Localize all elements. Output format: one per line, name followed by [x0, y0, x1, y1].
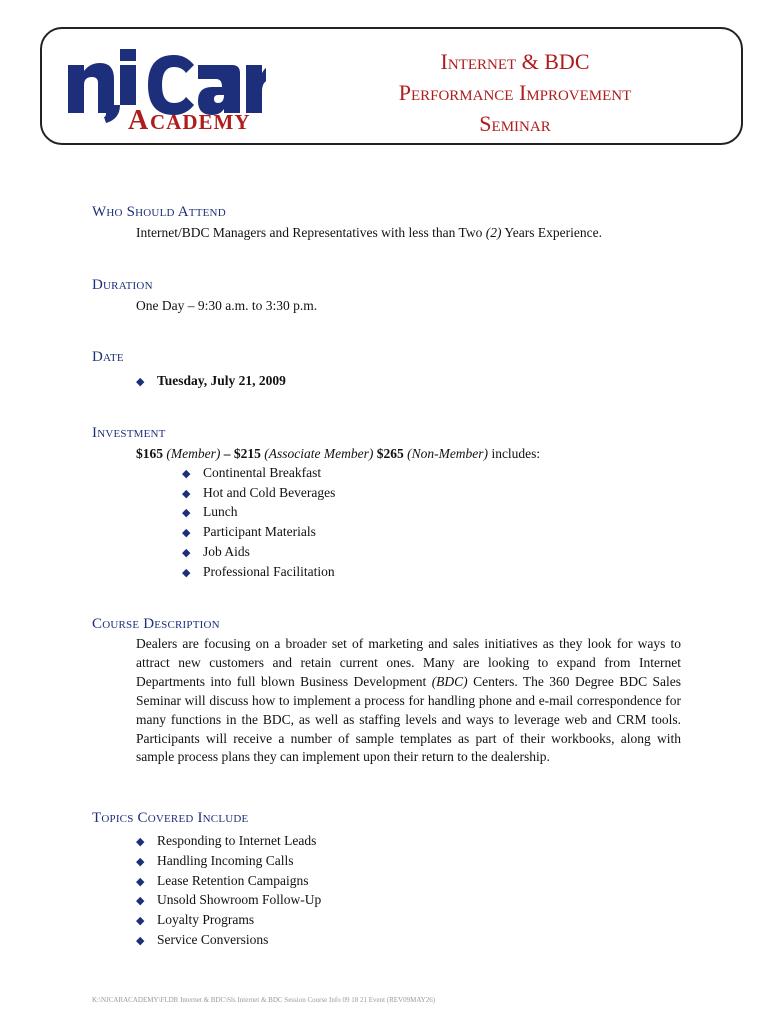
- diamond-bullet-icon: ◆: [182, 507, 191, 519]
- diamond-bullet-icon: ◆: [136, 915, 145, 927]
- list-item: ◆ Loyalty Programs: [136, 911, 254, 930]
- diamond-bullet-icon: ◆: [182, 547, 191, 559]
- diamond-bullet-icon: ◆: [136, 856, 145, 868]
- course-description: Dealers are focusing on a broader set of marketing and sales initiatives as they look for ways to attract new customers and retain current ones. Many are looking to expand from Internet Departments into full blown Business Development (BDC) Centers. The 360 Degree BDC Sales Seminar will discuss how to implement a process for handling phone and e-mail correspondence for many functions in the BDC, as well as staffing levels and ways to leverage web and CRM tools. Participants will receive a number of sample templates as part of their workbooks, along with sample process plans they can implement upon their return to the dealership.: [136, 636, 681, 765]
- title-line: Internet & BDC: [440, 49, 590, 74]
- diamond-bullet-icon: ◆: [182, 488, 191, 500]
- date-item: ◆ Tuesday, July 21, 2009: [136, 372, 286, 391]
- list-item: ◆ Job Aids: [182, 543, 250, 562]
- course-heading: Course Description: [92, 616, 220, 632]
- list-item: ◆ Lunch: [182, 503, 238, 522]
- investment-heading: Investment: [92, 425, 166, 441]
- list-item: ◆ Responding to Internet Leads: [136, 832, 316, 851]
- list-item: ◆ Participant Materials: [182, 523, 316, 542]
- list-item: ◆ Unsold Showroom Follow-Up: [136, 891, 321, 910]
- nj-car-academy-logo: [66, 43, 266, 133]
- diamond-bullet-icon: ◆: [136, 935, 145, 947]
- seminar-title: [330, 46, 700, 139]
- list-item: ◆ Service Conversions: [136, 931, 268, 950]
- svg-text:CADEMY: CADEMY: [150, 110, 251, 133]
- diamond-bullet-icon: ◆: [182, 468, 191, 480]
- list-item: ◆ Professional Facilitation: [182, 563, 335, 582]
- list-item: ◆ Hot and Cold Beverages: [182, 484, 335, 503]
- who-heading: Who Should Attend: [92, 204, 226, 220]
- diamond-bullet-icon: ◆: [182, 567, 191, 579]
- svg-text:A: A: [128, 105, 149, 133]
- list-item: ◆ Lease Retention Campaigns: [136, 872, 308, 891]
- list-item: ◆ Continental Breakfast: [182, 464, 321, 483]
- diamond-bullet-icon: ◆: [136, 895, 145, 907]
- title-line: Performance Improvement: [398, 80, 632, 105]
- investment-prices: $165 (Member) – $215 (Associate Member) $265 (Non-Member) includes:: [136, 446, 541, 461]
- date-heading: Date: [92, 349, 124, 365]
- list-item: ◆ Handling Incoming Calls: [136, 852, 293, 871]
- topics-heading: Topics Covered Include: [92, 810, 249, 826]
- diamond-bullet-icon: ◆: [136, 376, 145, 388]
- diamond-bullet-icon: ◆: [136, 876, 145, 888]
- diamond-bullet-icon: ◆: [182, 527, 191, 539]
- who-text: Internet/BDC Managers and Representatives with less than Two (2) Years Experience.: [136, 225, 602, 240]
- duration-text: One Day – 9:30 a.m. to 3:30 p.m.: [136, 298, 318, 313]
- diamond-bullet-icon: ◆: [136, 836, 145, 848]
- title-line: Seminar: [479, 111, 551, 136]
- duration-heading: Duration: [92, 277, 153, 293]
- footer-path: K:\NJCARACADEMY\FLDR Internet & BDC\Sls Internet & BDC Session Course Info 09 18 21 Event (REV09MAY26): [92, 996, 436, 1004]
